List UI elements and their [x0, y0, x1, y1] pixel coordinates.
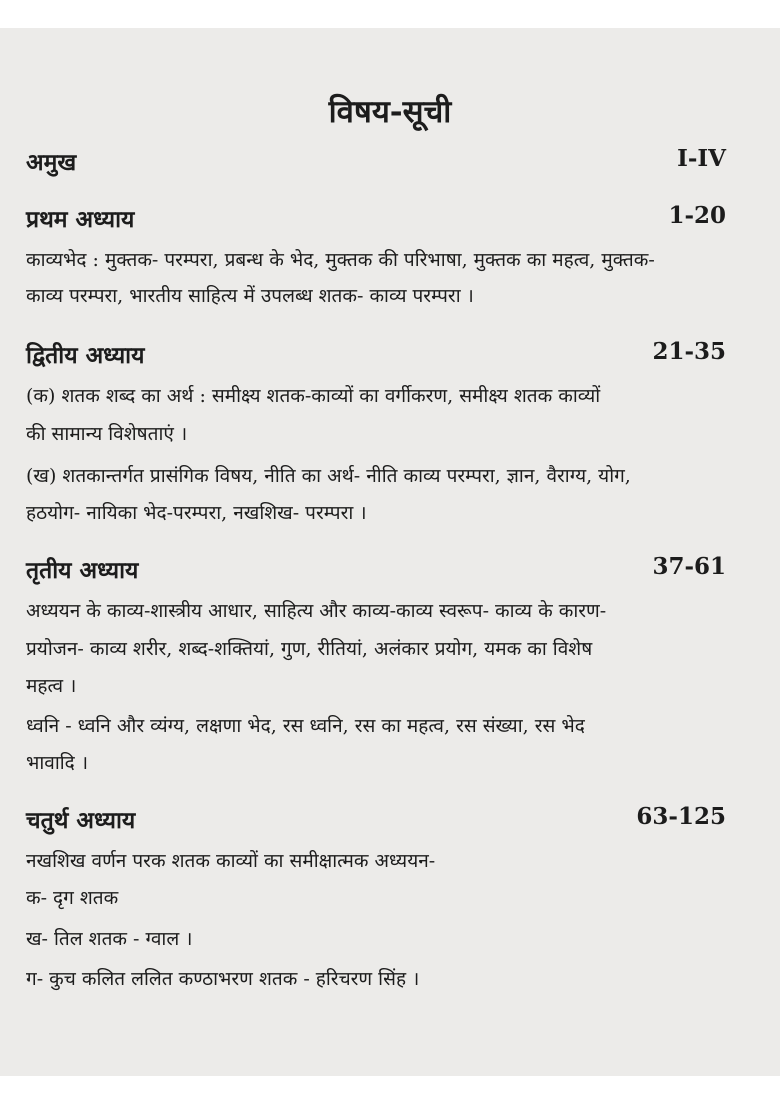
chapter-4-description-line: ख- तिल शतक - ग्वाल ।: [26, 928, 193, 950]
section-heading: प्रथम अध्याय: [26, 206, 135, 233]
toc-entry-chapter-4: [26, 803, 726, 837]
section-heading: तृतीय अध्याय: [26, 557, 139, 584]
chapter-3-description-line: ध्वनि - ध्वनि और व्यंग्य, लक्षणा भेद, रस ध्वनि, रस का महत्व, रस संख्या, रस भेद: [26, 715, 585, 737]
page-range: 37-61: [652, 553, 726, 580]
page-range: I-IV: [677, 145, 726, 172]
page-range: 21-35: [652, 338, 726, 365]
toc-entry-chapter-2: [26, 338, 726, 372]
page-range: 63-125: [636, 803, 726, 830]
chapter-3-description-line: महत्व ।: [26, 675, 77, 697]
chapter-4-description-line: नखशिख वर्णन परक शतक काव्यों का समीक्षात्मक अध्ययन-: [26, 850, 436, 872]
document-page: [0, 28, 780, 1076]
chapter-4-description-line: क- दृग शतक: [26, 887, 119, 909]
toc-entry-preface: [26, 145, 726, 179]
chapter-3-description-line: प्रयोजन- काव्य शरीर, शब्द-शक्तियां, गुण, रीतियां, अलंकार प्रयोग, यमक का विशेष: [26, 638, 593, 660]
chapter-3-description-line: अध्ययन के काव्य-शास्त्रीय आधार, साहित्य और काव्य-काव्य स्वरूप- काव्य के कारण-: [26, 600, 607, 622]
section-heading: अमुख: [26, 149, 77, 176]
page-title: विषय-सूची: [328, 94, 452, 130]
chapter-2-description-line: (ख) शतकान्तर्गत प्रासंगिक विषय, नीति का अर्थ- नीति काव्य परम्परा, ज्ञान, वैराग्य, योग,: [26, 465, 631, 487]
chapter-2-description-line: की सामान्य विशेषताएं ।: [26, 423, 188, 445]
chapter-3-description-line: भावादि ।: [26, 752, 89, 774]
section-heading: चतुर्थ अध्याय: [26, 807, 136, 834]
chapter-1-description-line: काव्य परम्परा, भारतीय साहित्य में उपलब्ध शतक- काव्य परम्परा ।: [26, 285, 474, 307]
toc-entry-chapter-3: [26, 553, 726, 587]
chapter-2-description-line: (क) शतक शब्द का अर्थ : समीक्ष्य शतक-काव्यों का वर्गीकरण, समीक्ष्य शतक काव्यों: [26, 385, 601, 407]
section-heading: द्वितीय अध्याय: [26, 342, 145, 369]
chapter-2-description-line: हठयोग- नायिका भेद-परम्परा, नखशिख- परम्परा ।: [26, 502, 367, 524]
chapter-4-description-line: ग- कुच कलित ललित कण्ठाभरण शतक - हरिचरण सिंह ।: [26, 968, 420, 990]
page-range: 1-20: [668, 202, 726, 229]
chapter-1-description-line: काव्यभेद : मुक्तक- परम्परा, प्रबन्ध के भेद, मुक्तक की परिभाषा, मुक्तक का महत्व, मुक्तक-: [26, 249, 655, 271]
toc-entry-chapter-1: [26, 202, 726, 236]
